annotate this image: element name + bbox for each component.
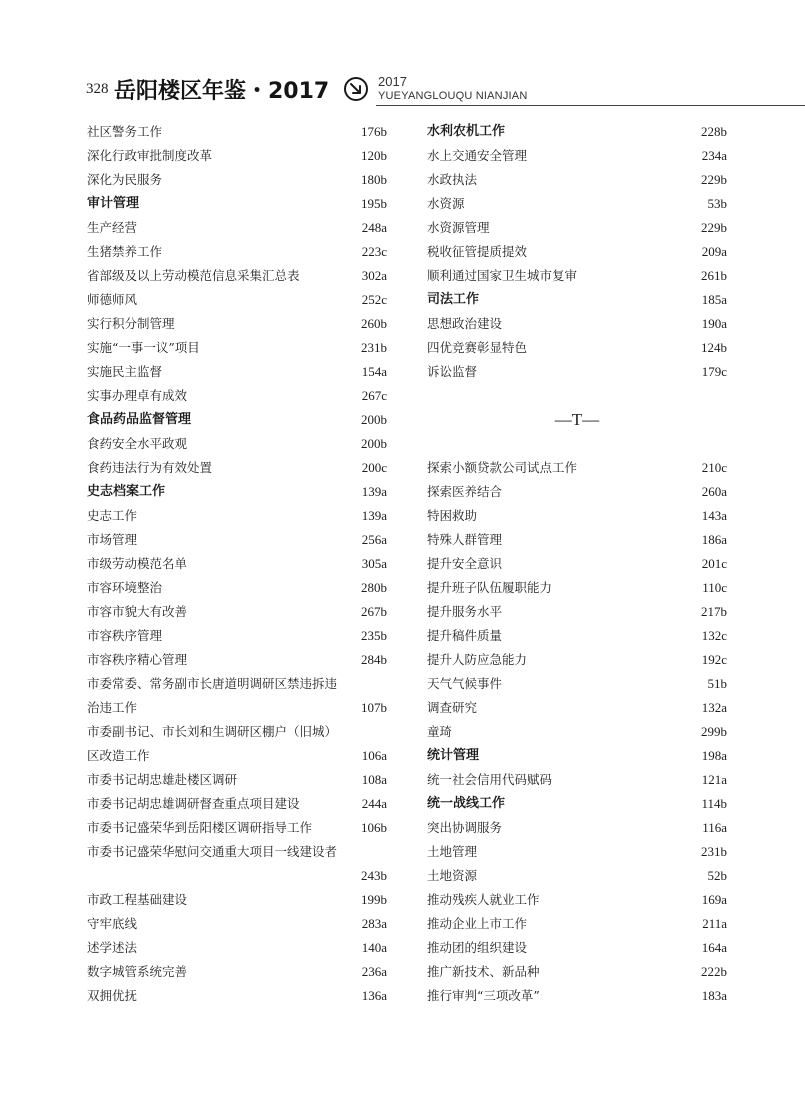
entry-page-ref: 52b xyxy=(707,868,727,883)
entry-title: 统计管理 xyxy=(427,748,480,763)
entry-title: 市委书记胡忠雄调研督查重点项目建设 xyxy=(87,796,300,811)
entry-title: 特困救助 xyxy=(427,508,478,523)
entry-page-ref: 252c xyxy=(361,292,387,307)
index-entry xyxy=(87,432,387,456)
index-entry xyxy=(87,312,387,336)
index-entry xyxy=(427,720,727,744)
index-heading-entry xyxy=(427,120,727,144)
entry-page-ref: 200c xyxy=(361,460,387,475)
index-entry xyxy=(427,984,727,1008)
entry-page-ref: 121a xyxy=(701,772,727,787)
entry-page-ref: 211a xyxy=(702,916,727,931)
entry-title: 市容秩序精心管理 xyxy=(87,652,188,667)
entry-page-ref: 132a xyxy=(701,700,727,715)
entry-title: 推行审判“三项改革” xyxy=(427,988,540,1003)
entry-title: 土地管理 xyxy=(427,844,478,859)
entry-title: 市委常委、常务副市长唐道明调研区禁违拆违 xyxy=(87,676,338,691)
entry-page-ref: 192c xyxy=(701,652,727,667)
entry-title: 史志工作 xyxy=(87,508,138,523)
entry-title: 税收征管提质提效 xyxy=(427,244,528,259)
entry-title: 提升服务水平 xyxy=(427,604,503,619)
index-entry xyxy=(427,360,727,384)
entry-title: 水利农机工作 xyxy=(427,124,506,139)
entry-page-ref: 235b xyxy=(361,628,387,643)
entry-page-ref: 305a xyxy=(361,556,387,571)
index-entry xyxy=(87,744,387,768)
index-entry xyxy=(87,936,387,960)
entry-title: 市委书记盛荣华到岳阳楼区调研指导工作 xyxy=(87,820,313,835)
entry-title: 食药违法行为有效处置 xyxy=(87,460,213,475)
entry-page-ref: 110c xyxy=(702,580,727,595)
index-entry xyxy=(427,864,727,888)
entry-title: 司法工作 xyxy=(427,292,480,307)
index-entry xyxy=(427,192,727,216)
index-entry xyxy=(427,648,727,672)
entry-title: 统一战线工作 xyxy=(427,796,506,811)
entry-page-ref: 201c xyxy=(701,556,727,571)
index-entry xyxy=(87,360,387,384)
entry-title: 深化行政审批制度改革 xyxy=(87,148,213,163)
index-entry xyxy=(87,504,387,528)
entry-page-ref: 164a xyxy=(701,940,727,955)
entry-title: 提升人防应急能力 xyxy=(427,652,528,667)
entry-title: 童琦 xyxy=(427,724,453,739)
entry-title: 市容市貌大有改善 xyxy=(87,604,188,619)
index-entry xyxy=(427,216,727,240)
entry-title: 市级劳动模范名单 xyxy=(87,556,188,571)
entry-title: 社区警务工作 xyxy=(87,124,163,139)
entry-page-ref: 200b xyxy=(361,412,387,427)
index-entry xyxy=(87,240,387,264)
entry-page-ref: 136a xyxy=(361,988,387,1003)
entry-title: 探索医养结合 xyxy=(427,484,503,499)
entry-title: 区改造工作 xyxy=(87,748,150,763)
entry-page-ref: 51b xyxy=(707,676,727,691)
entry-title: 探索小额贷款公司试点工作 xyxy=(427,460,578,475)
index-entry xyxy=(87,912,387,936)
index-entry xyxy=(87,768,387,792)
entry-page-ref: 116a xyxy=(702,820,727,835)
entry-title: 推动企业上市工作 xyxy=(427,916,528,931)
entry-page-ref: 302a xyxy=(361,268,387,283)
index-entry xyxy=(427,336,727,360)
index-entry xyxy=(87,216,387,240)
entry-title: 水资源 xyxy=(427,196,465,211)
index-entry xyxy=(87,528,387,552)
entry-title: 市委书记胡忠雄赴楼区调研 xyxy=(87,772,238,787)
entry-page-ref: 228b xyxy=(701,124,727,139)
index-entry xyxy=(427,528,727,552)
entry-title: 统一社会信用代码赋码 xyxy=(427,772,553,787)
entry-title: 市委副书记、市长刘和生调研区棚户（旧城） xyxy=(87,724,338,739)
entry-page-ref: 229b xyxy=(701,220,727,235)
entry-page-ref: 267b xyxy=(361,604,387,619)
entry-page-ref: 200b xyxy=(361,436,387,451)
index-heading-entry xyxy=(427,288,727,312)
index-heading-entry xyxy=(87,480,387,504)
arrow-circle-icon xyxy=(343,76,369,102)
entry-title: 治违工作 xyxy=(87,700,138,715)
entry-title: 调查研究 xyxy=(427,700,478,715)
entry-page-ref: 243b xyxy=(361,868,387,883)
index-entry xyxy=(87,384,387,408)
entry-title: 突出协调服务 xyxy=(427,820,503,835)
entry-page-ref: 139a xyxy=(361,508,387,523)
index-entry xyxy=(427,960,727,984)
index-entry xyxy=(427,168,727,192)
page-number: 328 xyxy=(86,81,109,97)
index-entry xyxy=(427,672,727,696)
index-entry xyxy=(427,480,727,504)
entry-page-ref: 154a xyxy=(361,364,387,379)
index-heading-entry xyxy=(427,792,727,816)
entry-title: 市委书记盛荣华慰问交通重大项目一线建设者 xyxy=(87,844,338,859)
entry-page-ref: 195b xyxy=(361,196,387,211)
entry-page-ref: 107b xyxy=(361,700,387,715)
entry-page-ref: 256a xyxy=(361,532,387,547)
entry-title: 特殊人群管理 xyxy=(427,532,503,547)
entry-page-ref: 186a xyxy=(701,532,727,547)
entry-page-ref: 283a xyxy=(361,916,387,931)
header-pinyin: YUEYANGLOUQU NIANJIAN xyxy=(378,90,528,102)
entry-page-ref: 183a xyxy=(701,988,727,1003)
entry-title: 史志档案工作 xyxy=(87,484,166,499)
index-entry xyxy=(427,936,727,960)
entry-title: 实施民主监督 xyxy=(87,364,163,379)
header-year: 2017 xyxy=(378,74,407,89)
index-entry xyxy=(87,288,387,312)
entry-page-ref: 244a xyxy=(361,796,387,811)
entry-page-ref: 169a xyxy=(701,892,727,907)
index-entry xyxy=(427,264,727,288)
index-entry xyxy=(427,504,727,528)
entry-title: 审计管理 xyxy=(87,196,140,211)
entry-title: 推动残疾人就业工作 xyxy=(427,892,540,907)
entry-page-ref: 299b xyxy=(701,724,727,739)
entry-page-ref: 108a xyxy=(361,772,387,787)
entry-page-ref: 176b xyxy=(361,124,387,139)
index-entry xyxy=(87,672,387,696)
index-entry xyxy=(87,840,387,864)
entry-page-ref: 198a xyxy=(701,748,727,763)
index-entry xyxy=(87,696,387,720)
entry-title: 市容环境整治 xyxy=(87,580,163,595)
index-entry xyxy=(427,456,727,480)
entry-title: 食药安全水平政观 xyxy=(87,436,188,451)
index-entry xyxy=(427,840,727,864)
index-entry xyxy=(87,336,387,360)
entry-title: 述学述法 xyxy=(87,940,138,955)
entry-page-ref: 229b xyxy=(701,172,727,187)
entry-page-ref: 217b xyxy=(701,604,727,619)
entry-page-ref: 114b xyxy=(701,796,727,811)
index-entry xyxy=(427,768,727,792)
entry-page-ref: 190a xyxy=(701,316,727,331)
index-entry xyxy=(427,240,727,264)
index-entry xyxy=(427,888,727,912)
entry-title: 提升班子队伍履职能力 xyxy=(427,580,553,595)
entry-page-ref: 260a xyxy=(701,484,727,499)
entry-title: 实施“一事一议”项目 xyxy=(87,340,200,355)
page-header xyxy=(0,70,805,110)
entry-title: 水资源管理 xyxy=(427,220,490,235)
entry-title: 提升稿件质量 xyxy=(427,628,503,643)
entry-title: 市场管理 xyxy=(87,532,138,547)
index-column-left xyxy=(87,120,387,1008)
index-heading-entry xyxy=(87,408,387,432)
index-entry xyxy=(427,912,727,936)
entry-title: 双拥优抚 xyxy=(87,988,138,1003)
index-entry xyxy=(87,624,387,648)
entry-title: 师德师风 xyxy=(87,292,138,307)
entry-page-ref: 248a xyxy=(361,220,387,235)
entry-page-ref: 231b xyxy=(361,340,387,355)
entry-page-ref: 231b xyxy=(701,844,727,859)
index-entry xyxy=(427,312,727,336)
index-entry xyxy=(427,552,727,576)
entry-page-ref: 260b xyxy=(361,316,387,331)
entry-page-ref: 261b xyxy=(701,268,727,283)
entry-page-ref: 139a xyxy=(361,484,387,499)
entry-page-ref: 222b xyxy=(701,964,727,979)
index-entry xyxy=(87,888,387,912)
entry-page-ref: 120b xyxy=(361,148,387,163)
entry-title: 土地资源 xyxy=(427,868,478,883)
entry-page-ref: 106a xyxy=(361,748,387,763)
entry-page-ref: 267c xyxy=(361,388,387,403)
index-entry xyxy=(87,960,387,984)
entry-title: 数字城管系统完善 xyxy=(87,964,188,979)
index-entry xyxy=(87,120,387,144)
entry-title: 生产经营 xyxy=(87,220,138,235)
index-entry xyxy=(87,168,387,192)
entry-page-ref: 234a xyxy=(701,148,727,163)
index-entry xyxy=(427,816,727,840)
entry-title: 诉讼监督 xyxy=(427,364,478,379)
entry-page-ref: 236a xyxy=(361,964,387,979)
entry-page-ref: 179c xyxy=(701,364,727,379)
index-column-right xyxy=(427,120,727,1008)
entry-title: 实事办理卓有成效 xyxy=(87,388,188,403)
entry-title: 顺利通过国家卫生城市复审 xyxy=(427,268,578,283)
entry-title: 市政工程基础建设 xyxy=(87,892,188,907)
entry-title: 食品药品监督管理 xyxy=(87,412,192,427)
index-entry xyxy=(87,552,387,576)
entry-title: 守牢底线 xyxy=(87,916,138,931)
entry-page-ref: 124b xyxy=(701,340,727,355)
index-entry xyxy=(427,576,727,600)
entry-page-ref: 180b xyxy=(361,172,387,187)
entry-title: 实行积分制管理 xyxy=(87,316,175,331)
index-entry xyxy=(87,720,387,744)
entry-title: 市容秩序管理 xyxy=(87,628,163,643)
entry-page-ref: 199b xyxy=(361,892,387,907)
entry-page-ref: 223c xyxy=(361,244,387,259)
entry-page-ref: 106b xyxy=(361,820,387,835)
index-entry xyxy=(427,600,727,624)
index-entry xyxy=(87,576,387,600)
entry-title: 思想政治建设 xyxy=(427,316,503,331)
entry-title: 天气气候事件 xyxy=(427,676,503,691)
index-entry xyxy=(87,264,387,288)
index-entry xyxy=(427,696,727,720)
entry-title: 水上交通安全管理 xyxy=(427,148,528,163)
entry-page-ref: 143a xyxy=(701,508,727,523)
header-rule xyxy=(376,105,805,106)
entry-page-ref: 210c xyxy=(701,460,727,475)
entry-title: 推广新技术、新品种 xyxy=(427,964,540,979)
entry-page-ref: 185a xyxy=(701,292,727,307)
index-heading-entry xyxy=(87,192,387,216)
index-entry xyxy=(87,600,387,624)
index-entry xyxy=(87,816,387,840)
entry-page-ref: 140a xyxy=(361,940,387,955)
entry-title: 深化为民服务 xyxy=(87,172,163,187)
entry-title: —T— xyxy=(554,410,600,429)
entry-title: 水政执法 xyxy=(427,172,478,187)
index-entry xyxy=(87,792,387,816)
entry-page-ref: 53b xyxy=(707,196,727,211)
index-entry xyxy=(87,648,387,672)
entry-page-ref: 280b xyxy=(361,580,387,595)
entry-title: 四优竞赛彰显特色 xyxy=(427,340,528,355)
index-entry xyxy=(427,624,727,648)
entry-title: 提升安全意识 xyxy=(427,556,503,571)
index-entry xyxy=(87,144,387,168)
entry-page-ref: 284b xyxy=(361,652,387,667)
index-entry xyxy=(87,456,387,480)
entry-title: 省部级及以上劳动模范信息采集汇总表 xyxy=(87,268,300,283)
index-entry xyxy=(87,864,387,888)
index-entry xyxy=(87,984,387,1008)
entry-title: 推动团的组织建设 xyxy=(427,940,528,955)
entry-page-ref: 132c xyxy=(701,628,727,643)
index-entry xyxy=(427,144,727,168)
index-letter-divider xyxy=(427,384,727,456)
book-title: 岳阳楼区年鉴・2017 xyxy=(114,79,330,104)
entry-title: 生猪禁养工作 xyxy=(87,244,163,259)
index-heading-entry xyxy=(427,744,727,768)
entry-page-ref: 209a xyxy=(701,244,727,259)
